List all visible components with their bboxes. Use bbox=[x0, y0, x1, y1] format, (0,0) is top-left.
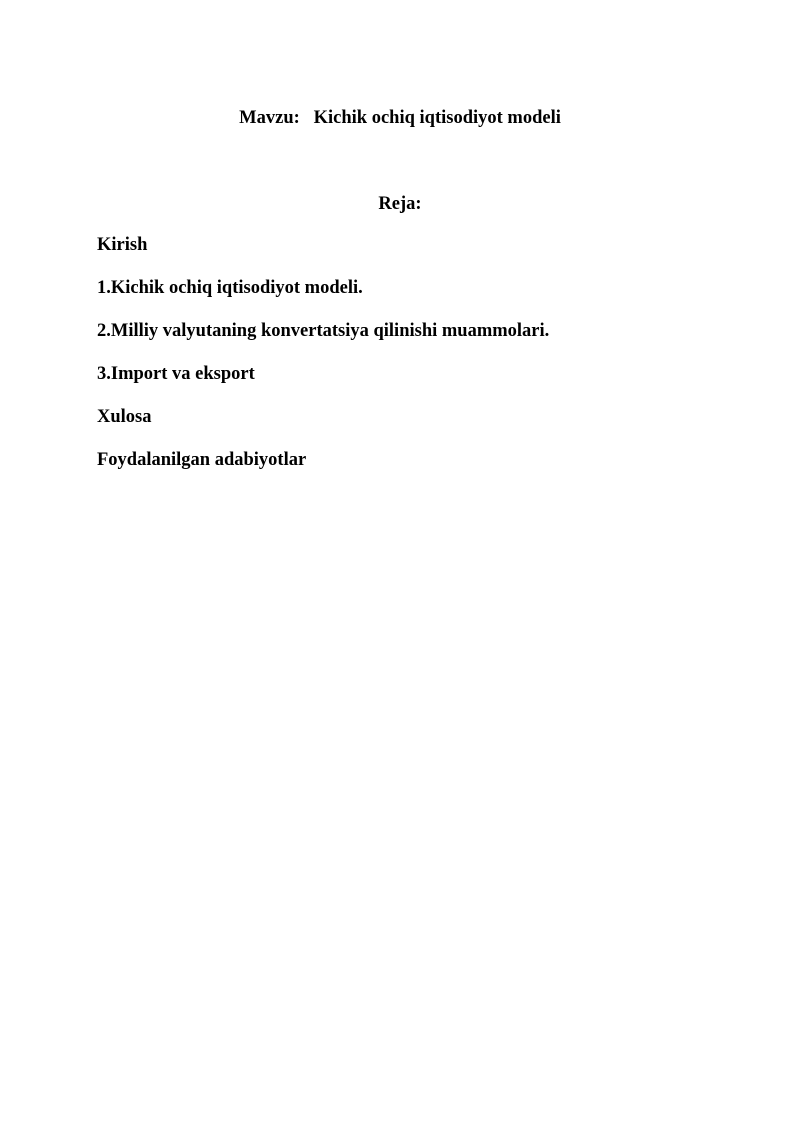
plan-list bbox=[97, 233, 549, 491]
plan-item-references: Foydalanilgan adabiyotlar bbox=[97, 450, 307, 470]
plan-item-introduction: Kirish bbox=[97, 235, 148, 255]
plan-item-2: 2.Milliy valyutaning konvertatsiya qilinishi muammolari. bbox=[97, 321, 550, 341]
plan-item-conclusion: Xulosa bbox=[97, 407, 152, 427]
plan-heading: Reja: bbox=[378, 194, 422, 214]
plan-item-3: 3.Import va eksport bbox=[97, 364, 255, 384]
plan-item-1: 1.Kichik ochiq iqtisodiyot modeli. bbox=[97, 278, 363, 298]
document-title: Mavzu: Kichik ochiq iqtisodiyot modeli bbox=[239, 108, 561, 128]
